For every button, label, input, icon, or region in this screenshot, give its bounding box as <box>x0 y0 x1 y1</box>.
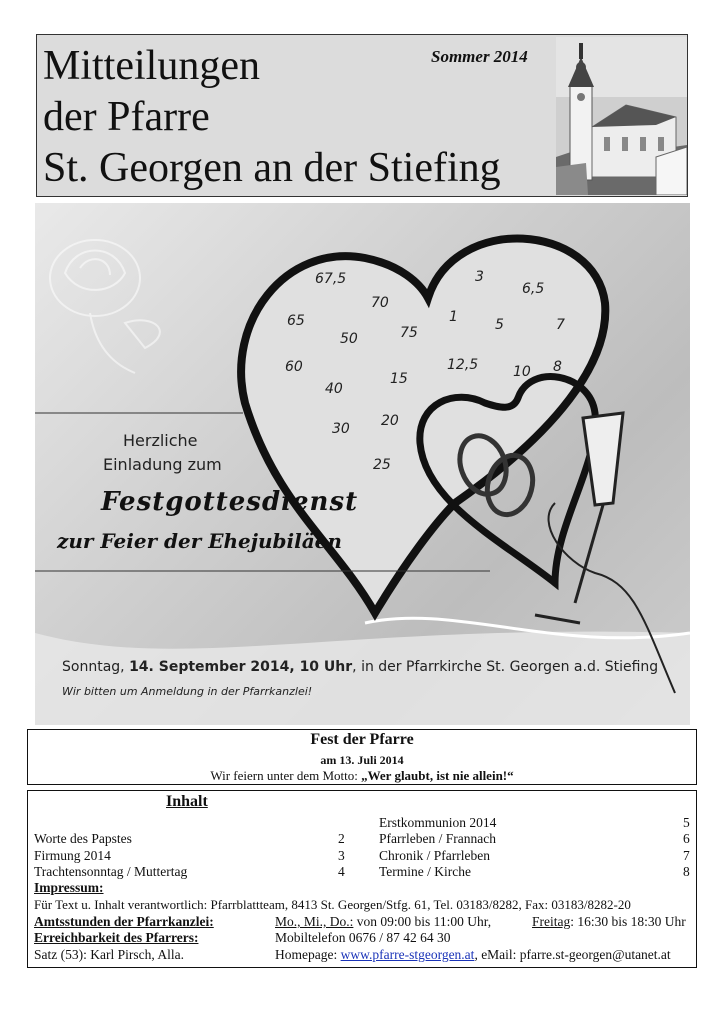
contact-line <box>275 947 671 963</box>
toc-entry-label: Erstkommunion 2014 <box>379 815 497 830</box>
homepage-label: Homepage: <box>275 947 341 962</box>
anniversary-number: 5 <box>495 317 504 333</box>
toc-entry-label: Chronik / Pfarrleben <box>379 848 490 863</box>
anniversary-number: 67,5 <box>315 271 347 287</box>
toc-entry-label: Worte des Papstes <box>34 831 132 846</box>
office-time: von 09:00 bis 11:00 Uhr, <box>353 914 492 929</box>
issue-season: Sommer 2014 <box>431 47 528 66</box>
reachability-label: Erreichbarkeit des Pfarrers: <box>34 930 199 945</box>
toc-entry-label: Firmung 2014 <box>34 848 111 863</box>
motto-text: „Wer glaubt, ist nie allein!“ <box>361 768 514 783</box>
anniversary-number: 1 <box>449 309 458 325</box>
contents-heading: Inhalt <box>166 793 208 810</box>
email-text: , eMail: pfarre.st-georgen@utanet.at <box>474 947 671 962</box>
friday-time: : 16:30 bis 18:30 Uhr <box>570 914 686 929</box>
toc-entry-page: 6 <box>683 831 690 846</box>
typesetting-note: Satz (53): Karl Pirsch, Alla. <box>34 947 184 962</box>
toc-entry-page: 4 <box>338 864 345 879</box>
reachability-text: Mobiltelefon 0676 / 87 42 64 30 <box>275 930 451 945</box>
invite-line-2: Einladung zum <box>103 455 222 474</box>
fest-motto-line <box>28 768 696 784</box>
anniversary-number: 60 <box>285 359 303 375</box>
homepage-link[interactable]: www.pfarre-stgeorgen.at <box>340 947 475 962</box>
fest-title: Fest der Pfarre <box>310 731 414 748</box>
invite-line-1: Herzliche <box>123 431 198 450</box>
impressum-label: Impressum: <box>34 880 104 895</box>
church-photo <box>556 37 687 195</box>
office-hours-text <box>275 914 491 930</box>
title-line-3: St. Georgen an der Stiefing <box>43 145 501 191</box>
anniversary-number: 20 <box>381 413 399 429</box>
anniversary-number: 25 <box>373 457 391 473</box>
toc-entry-page: 8 <box>683 864 690 879</box>
date-prefix: Sonntag, <box>62 659 130 675</box>
contents-box <box>27 790 697 968</box>
date-suffix: , in der Pfarrkirche St. Georgen a.d. Stiefing <box>352 659 659 675</box>
motto-prefix: Wir feiern unter dem Motto: <box>210 768 362 783</box>
date-bold: 14. September 2014, 10 Uhr <box>129 659 353 675</box>
fest-date: am 13. Juli 2014 <box>320 753 404 767</box>
title-line-1: Mitteilungen <box>43 43 260 89</box>
rose-icon <box>50 240 160 373</box>
toc-entry-page: 7 <box>683 848 690 863</box>
toc-entry-label: Termine / Kirche <box>379 864 472 879</box>
registration-note: Wir bitten um Anmeldung in der Pfarrkanzlei! <box>62 685 313 698</box>
event-poster <box>35 203 690 725</box>
toc-entry-label: Pfarrleben / Frannach <box>379 831 496 846</box>
anniversary-number: 10 <box>513 364 531 380</box>
office-hours-label: Amtsstunden der Pfarrkanzlei: <box>34 914 214 929</box>
anniversary-number: 40 <box>325 381 343 397</box>
anniversary-number: 65 <box>287 313 305 329</box>
anniversary-number: 7 <box>556 317 565 333</box>
office-days: Mo., Mi., Do.: <box>275 914 354 929</box>
church-illustration <box>556 37 687 195</box>
toc-entry-label: Trachtensonntag / Muttertag <box>34 864 188 879</box>
anniversary-number: 75 <box>400 325 418 341</box>
toc-entry-page: 2 <box>338 831 345 846</box>
poster-headline: Festgottesdienst <box>101 487 359 517</box>
toc-entry-page: 5 <box>683 815 690 830</box>
anniversary-number: 6,5 <box>522 281 545 297</box>
poster-subheadline: zur Feier der Ehejubiläen <box>57 529 342 553</box>
impressum-text: Für Text u. Inhalt verantwortlich: Pfarrblattteam, 8413 St. Georgen/Stfg. 61, Tel. 03183/8282, Fax: 03183/8282-20 <box>34 897 631 912</box>
anniversary-number: 50 <box>340 331 358 347</box>
anniversary-number: 3 <box>475 269 484 285</box>
masthead <box>36 34 688 197</box>
toc-entry-page: 3 <box>338 848 345 863</box>
friday-label: Freitag <box>532 914 571 929</box>
anniversary-number: 30 <box>332 421 350 437</box>
anniversary-number: 15 <box>390 371 408 387</box>
anniversary-number: 12,5 <box>447 357 479 373</box>
title-line-2: der Pfarre <box>43 94 210 140</box>
fest-box <box>27 729 697 785</box>
anniversary-number: 70 <box>371 295 389 311</box>
office-friday <box>532 914 686 930</box>
event-date-line <box>62 659 658 675</box>
anniversary-number: 8 <box>553 359 562 375</box>
